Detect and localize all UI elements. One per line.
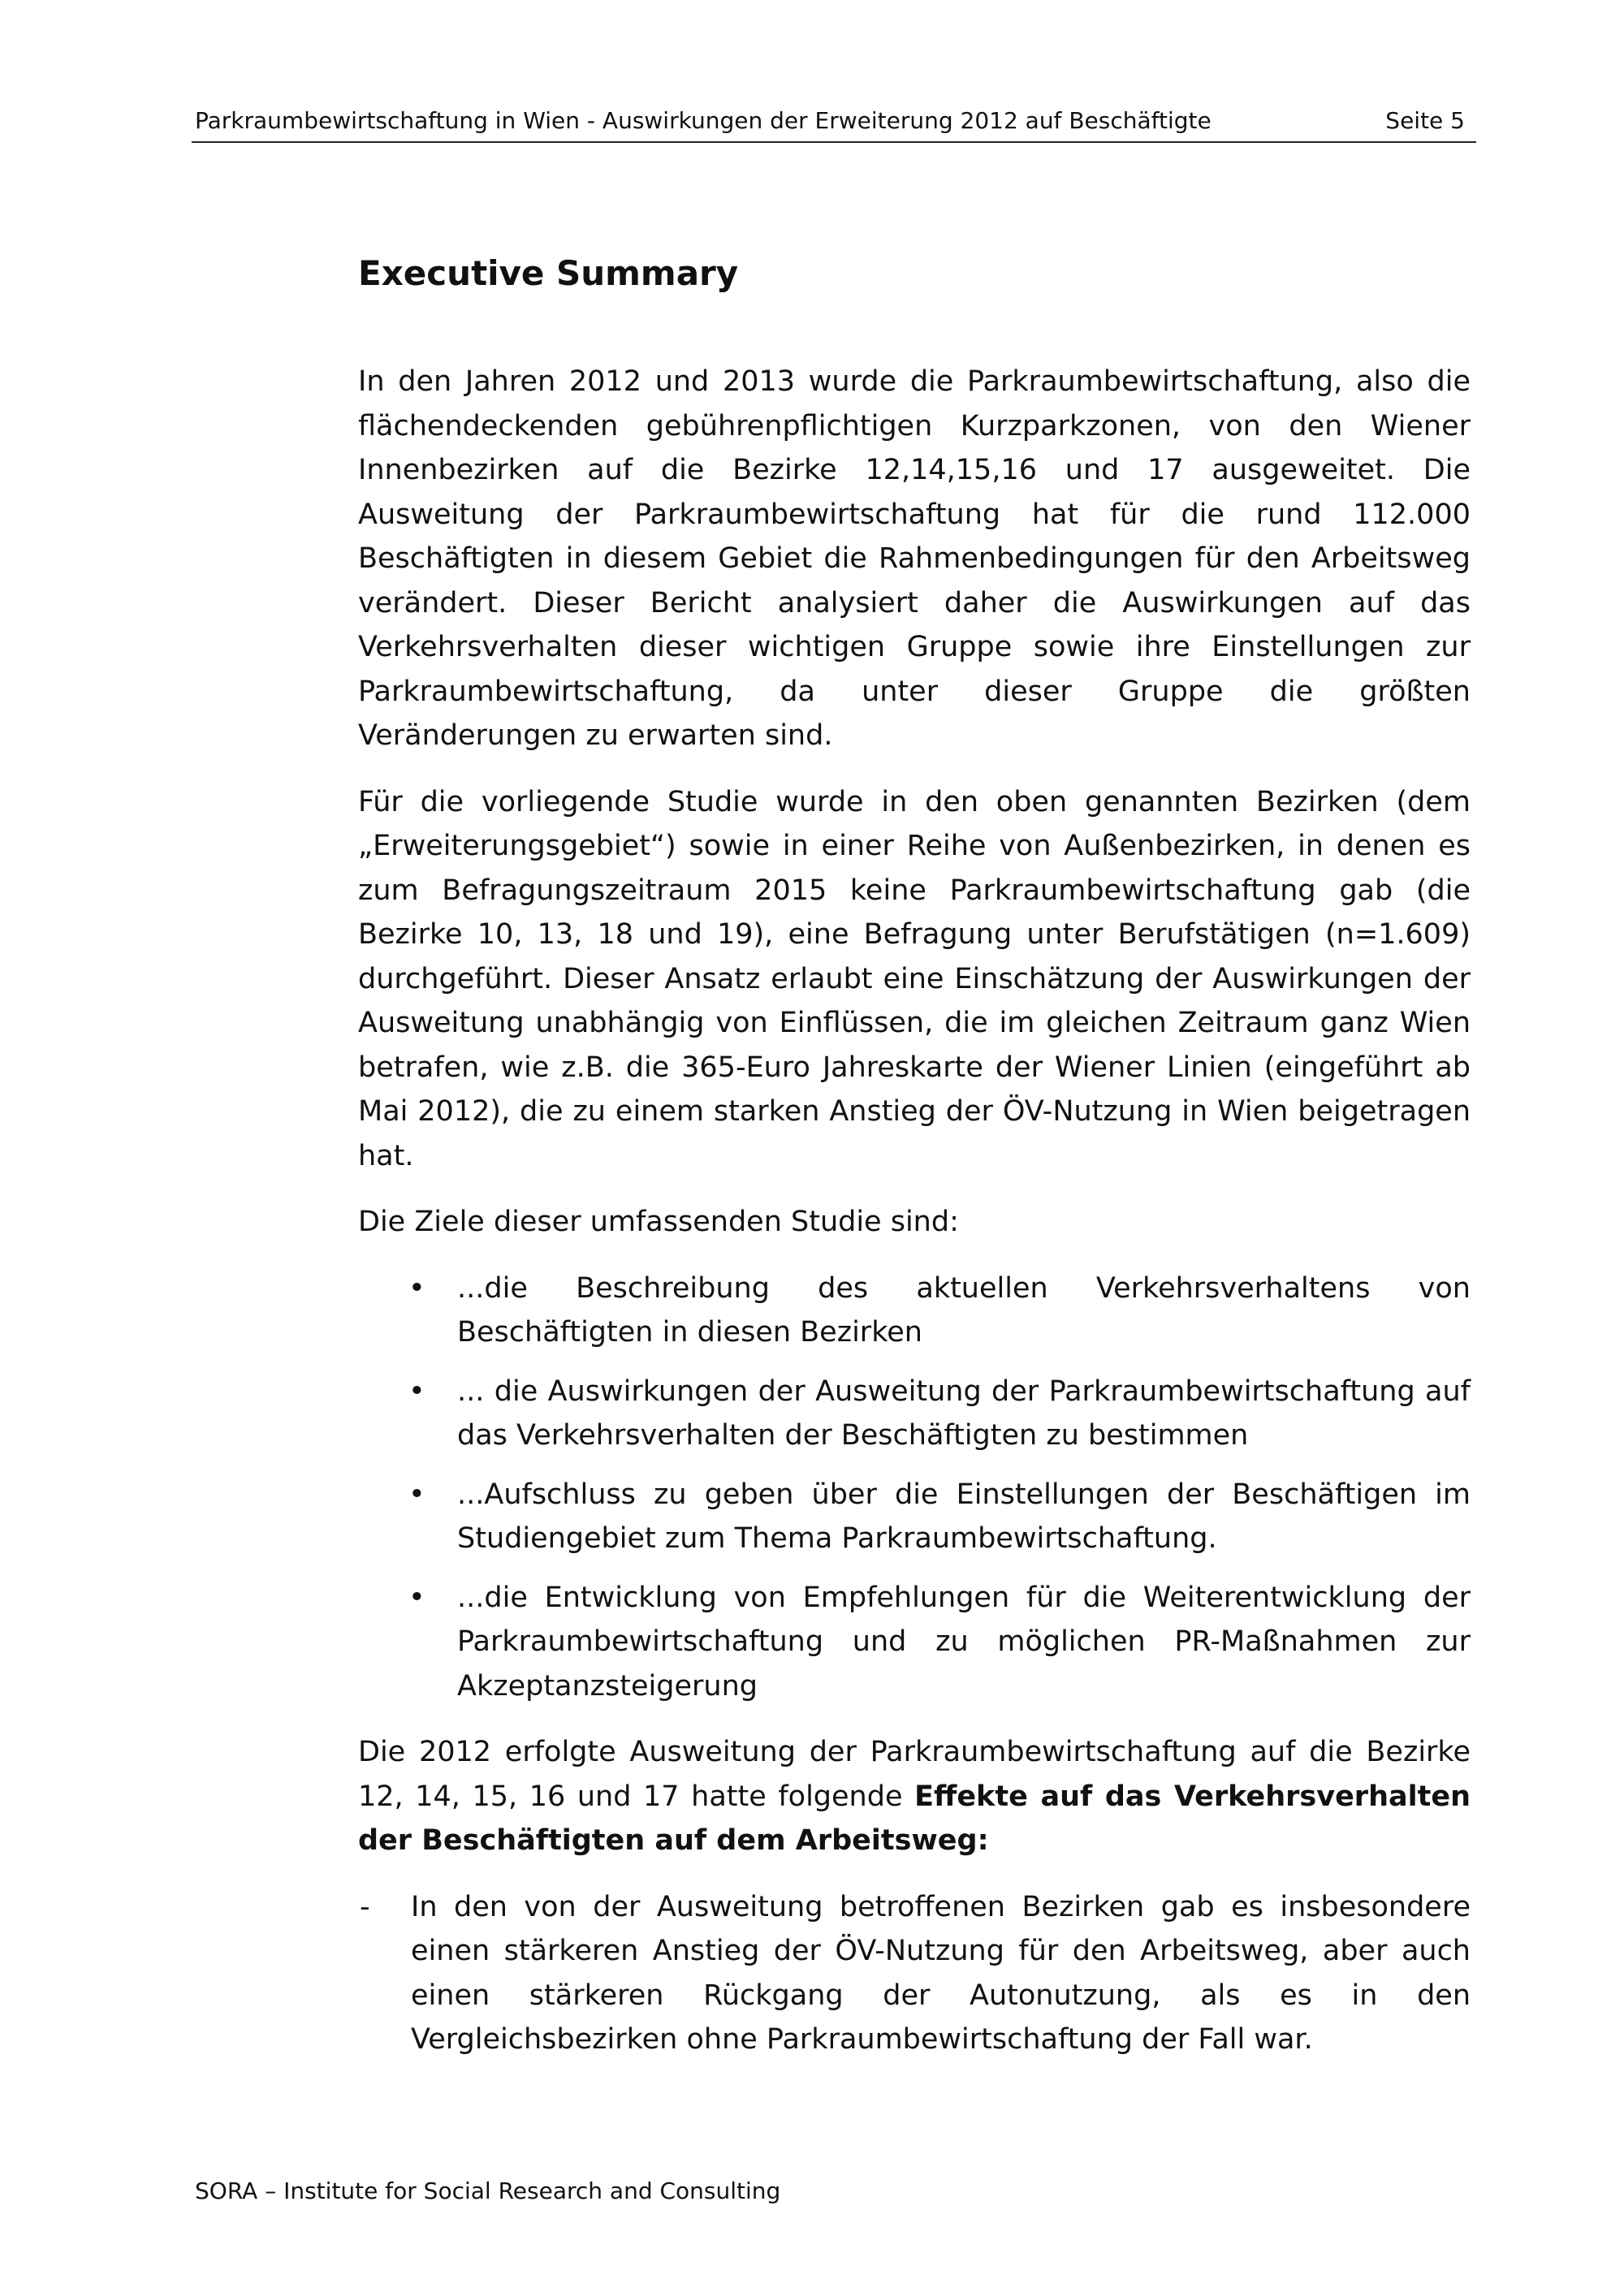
list-item-text: In den von der Ausweitung betroffenen Bezirken gab es insbesondere einen stärkeren Anstieg der ÖV-Nutzung für den Arbeitsweg, aber auch einen stärkeren Rückgang der Autonutzung, als es in den Vergleichsbezirken ohne Parkraumbewirtschaftung der Fall war. <box>411 1890 1471 2056</box>
list-item <box>358 1473 1471 1561</box>
dash-icon: - <box>360 1890 370 1923</box>
effects-intro-text: Die 2012 erfolgte Ausweitung der Parkraumbewirtschaftung auf die Bezirke 12, 14, 15, 16 und 17 hatte folgende <box>358 1736 1471 1813</box>
bullet-icon: • <box>408 1375 425 1408</box>
bullet-icon: • <box>408 1478 425 1511</box>
effects-list <box>358 1885 1471 2062</box>
bullet-icon: • <box>408 1271 425 1305</box>
list-item <box>358 1885 1471 2062</box>
list-item <box>358 1267 1471 1355</box>
paragraph-intro: In den Jahren 2012 und 2013 wurde die Parkraumbewirtschaftung, also die flächendeckenden gebührenpflichtigen Kurzparkzonen, von den Wiener Innenbezirken auf die Bezirke 12,14,15,16 und 17 ausgeweitet. Die Ausweitung der Parkraumbewirtschaftung hat für die rund 112.000 Beschäftigten in diesem Gebiet die Rahmenbedingungen für den Arbeitsweg verändert. Dieser Bericht analysiert daher die Auswirkungen auf das Verkehrsverhalten dieser wichtigen Gruppe sowie ihre Einstellungen zur Parkraumbewirtschaftung, da unter dieser Gruppe die größten Veränderungen zu erwarten sind. <box>358 365 1471 752</box>
bullet-icon: • <box>408 1581 425 1614</box>
page-footer: SORA – Institute for Social Research and Consulting <box>195 2177 781 2204</box>
list-item-text: ... die Auswirkungen der Ausweitung der Parkraumbewirtschaftung auf das Verkehrsverhalten der Beschäftigten zu bestimmen <box>457 1375 1471 1452</box>
effects-intro-bold: Effekte auf das Verkehrsverhalten der Beschäftigten auf dem Arbeitsweg: <box>358 1780 1471 1857</box>
list-item <box>358 1370 1471 1458</box>
paragraph-method: Für die vorliegende Studie wurde in den oben genannten Bezirken (dem „Erweiterungsgebiet“) sowie in einer Reihe von Außenbezirken, in denen es zum Befragungszeitraum 2015 keine Parkraumbewirtschaftung gab (die Bezirke 10, 13, 18 und 19), eine Befragung unter Berufstätigen (n=1.609) durchgeführt. Dieser Ansatz erlaubt eine Einschätzung der Auswirkungen der Ausweitung unabhängig von Einflüssen, die im gleichen Zeitraum ganz Wien betrafen, wie z.B. die 365-Euro Jahreskarte der Wiener Linien (eingeführt ab Mai 2012), die zu einem starken Anstieg der ÖV-Nutzung in Wien beigetragen hat. <box>358 785 1471 1172</box>
paragraph-goals-intro: Die Ziele dieser umfassenden Studie sind: <box>358 1206 959 1238</box>
list-item-text: ...Aufschluss zu geben über die Einstellungen der Beschäftigen im Studiengebiet zum Thema Parkraumbewirtschaftung. <box>457 1478 1471 1555</box>
goals-list <box>358 1267 1471 1709</box>
list-item-text: ...die Beschreibung des aktuellen Verkehrsverhaltens von Beschäftigten in diesen Bezirken <box>457 1271 1471 1349</box>
header-title: Parkraumbewirtschaftung in Wien - Auswirkungen der Erweiterung 2012 auf Beschäftigte <box>195 107 1212 134</box>
paragraph-effects-intro <box>358 1730 1471 1863</box>
section-heading: Executive Summary <box>358 253 739 293</box>
list-item <box>358 1576 1471 1709</box>
page-header <box>192 101 1476 143</box>
list-item-text: ...die Entwicklung von Empfehlungen für die Weiterentwicklung der Parkraumbewirtschaftung und zu möglichen PR-Maßnahmen zur Akzeptanzsteigerung <box>457 1581 1471 1703</box>
page-number: Seite 5 <box>1385 107 1465 134</box>
main-content <box>358 240 1471 2062</box>
